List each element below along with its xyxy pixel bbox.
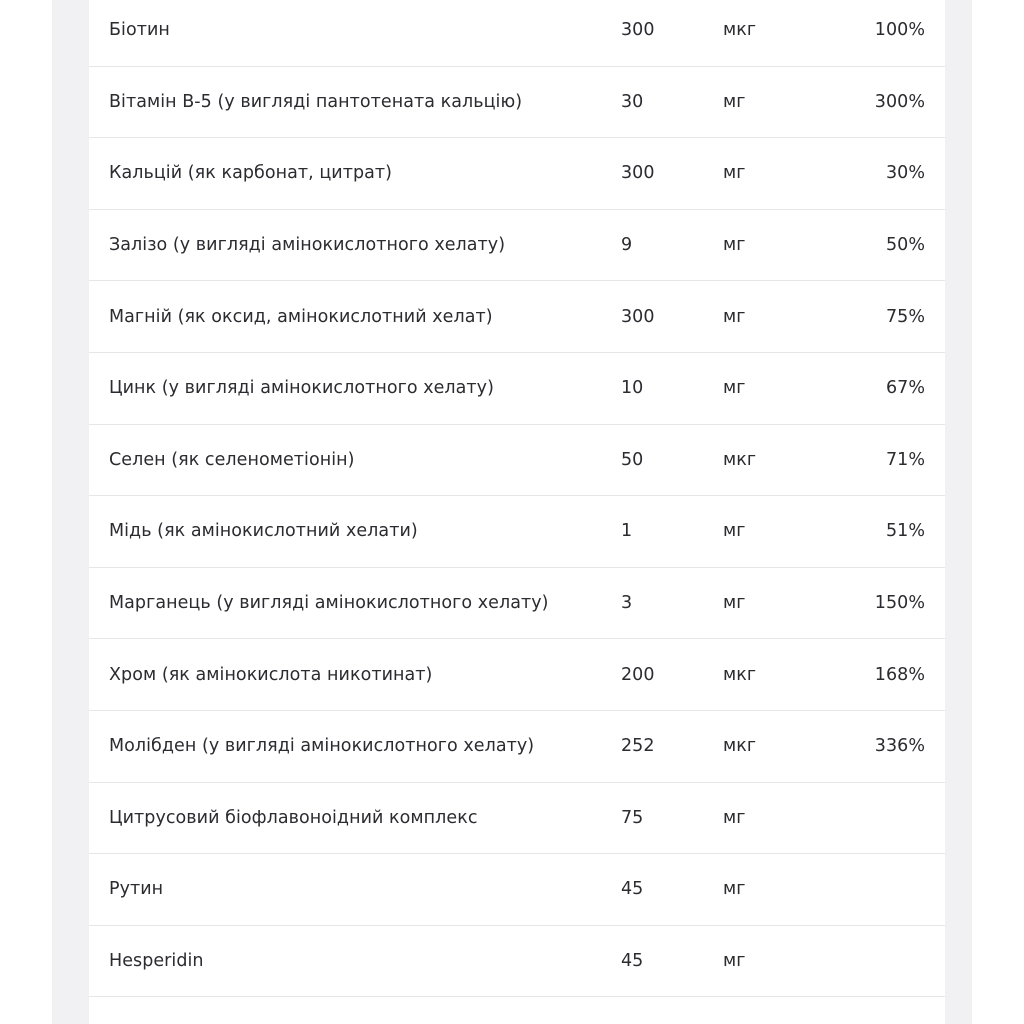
daily-value-percent: 50%	[885, 235, 925, 256]
nutrient-amount: 30	[621, 91, 644, 112]
table-row	[89, 67, 945, 139]
nutrition-table	[89, 0, 945, 1024]
table-row	[89, 353, 945, 425]
nutrient-name: Цитрусовий біофлавоноідний комплекс	[109, 807, 478, 828]
nutrient-name: Селен (як селенометіонін)	[109, 449, 355, 470]
table-row	[89, 0, 945, 67]
daily-value-percent: 51%	[885, 521, 925, 542]
nutrient-name: Кальцій (як карбонат, цитрат)	[109, 163, 393, 184]
nutrient-name: Hesperidin	[109, 951, 204, 972]
nutrient-unit: мг	[723, 163, 746, 184]
daily-value-percent: 336%	[874, 736, 925, 757]
daily-value-percent: 30%	[885, 163, 925, 184]
nutrient-unit: мкг	[723, 736, 757, 757]
nutrient-name: Цинк (у вигляді амінокислотного хелату)	[109, 378, 494, 399]
nutrient-name: Вітамін B-5 (у вигляді пантотената кальцію)	[109, 91, 523, 112]
nutrient-unit: мг	[723, 378, 746, 399]
table-row	[89, 711, 945, 783]
nutrient-name: Хром (як амінокислота никотинат)	[109, 664, 433, 685]
table-row	[89, 496, 945, 568]
table-row	[89, 568, 945, 640]
table-row	[89, 210, 945, 282]
table-row	[89, 138, 945, 210]
nutrient-unit: мг	[723, 306, 746, 327]
nutrient-unit: мг	[723, 235, 746, 256]
nutrient-amount: 1	[621, 521, 633, 542]
daily-value-percent: 71%	[885, 449, 925, 470]
nutrient-unit: мг	[723, 879, 746, 900]
nutrient-amount: 252	[621, 736, 655, 757]
daily-value-percent: 150%	[874, 593, 925, 614]
nutrient-name: Мідь (як амінокислотний хелати)	[109, 521, 418, 542]
nutrient-amount: 10	[621, 378, 644, 399]
nutrient-amount: 300	[621, 306, 655, 327]
nutrient-amount: 300	[621, 20, 655, 41]
table-row	[89, 783, 945, 855]
nutrient-amount: 300	[621, 163, 655, 184]
daily-value-percent: 67%	[885, 378, 925, 399]
table-row	[89, 639, 945, 711]
nutrient-amount: 9	[621, 235, 633, 256]
nutrient-name: Магній (як оксид, амінокислотний хелат)	[109, 306, 493, 327]
nutrient-unit: мг	[723, 91, 746, 112]
table-row	[89, 997, 945, 1024]
nutrient-amount: 50	[621, 449, 644, 470]
table-row	[89, 425, 945, 497]
daily-value-percent: 100%	[874, 20, 925, 41]
nutrient-name: Біотин	[109, 20, 170, 41]
daily-value-percent: 168%	[874, 664, 925, 685]
daily-value-percent: 75%	[885, 306, 925, 327]
nutrient-unit: мг	[723, 593, 746, 614]
nutrient-name: Залізо (у вигляді амінокислотного хелату)	[109, 235, 506, 256]
nutrient-amount: 45	[621, 879, 644, 900]
nutrient-amount: 45	[621, 951, 644, 972]
nutrient-unit: мкг	[723, 20, 757, 41]
nutrient-unit: мг	[723, 521, 746, 542]
table-row	[89, 926, 945, 998]
table-row	[89, 281, 945, 353]
nutrient-amount: 75	[621, 807, 644, 828]
nutrient-unit: мкг	[723, 664, 757, 685]
nutrient-name: Молібден (у вигляді амінокислотного хелату)	[109, 736, 535, 757]
daily-value-percent: 300%	[874, 91, 925, 112]
nutrient-amount: 200	[621, 664, 655, 685]
nutrient-name: Марганець (у вигляді амінокислотного хелату)	[109, 593, 549, 614]
nutrient-unit: мг	[723, 951, 746, 972]
nutrient-name: Рутин	[109, 879, 164, 900]
nutrient-unit: мг	[723, 807, 746, 828]
nutrient-unit: мкг	[723, 449, 757, 470]
table-row	[89, 854, 945, 926]
nutrient-amount: 3	[621, 593, 633, 614]
